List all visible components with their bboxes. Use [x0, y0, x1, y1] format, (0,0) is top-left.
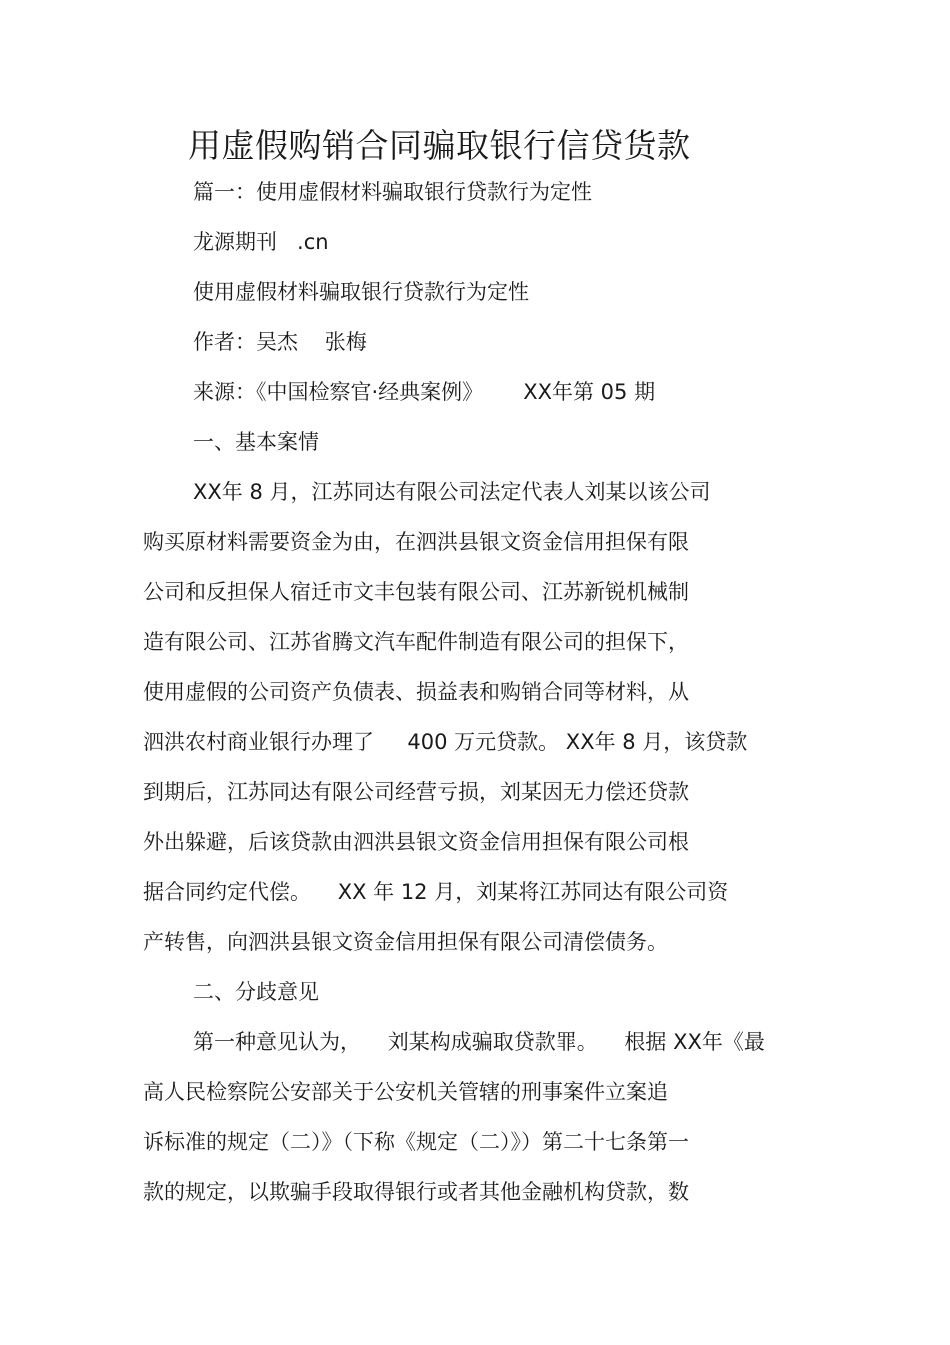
paragraph-line: 产转售，向泗洪县银文资金信用担保有限公司清偿债务。 — [143, 930, 668, 954]
paragraph-line: 诉标准的规定（二）》（下称《规定（二）》）第二十七条第一 — [143, 1130, 689, 1154]
article-title-line: 使用虚假材料骗取银行贷款行为定性 — [193, 280, 529, 304]
source-line: 来源：《中国检察官·经典案例》 XX年第 05 期 — [193, 380, 656, 404]
paragraph-line: 高人民检察院公安部关于公安机关管辖的刑事案件立案追 — [143, 1080, 668, 1104]
paragraph-line: 使用虚假的公司资产负债表、损益表和购销合同等材料，从 — [143, 680, 689, 704]
subtitle-line: 篇一：使用虚假材料骗取银行贷款行为定性 — [193, 180, 592, 204]
author-line: 作者：吴杰 张梅 — [193, 330, 367, 354]
paragraph-line: 造有限公司、江苏省腾文汽车配件制造有限公司的担保下， — [143, 630, 689, 654]
paragraph-line: 第一种意见认为， 刘某构成骗取贷款罪。 根据 XX年《最 — [193, 1030, 765, 1054]
paragraph-line: 外出躲避，后该贷款由泗洪县银文资金信用担保有限公司根 — [143, 830, 689, 854]
section-heading: 二、分歧意见 — [193, 980, 319, 1004]
section-heading: 一、基本案情 — [193, 430, 319, 454]
paragraph-line: 款的规定，以欺骗手段取得银行或者其他金融机构贷款，数 — [143, 1180, 689, 1204]
paragraph-line: 据合同约定代偿。 XX 年 12 月，刘某将江苏同达有限公司资 — [143, 880, 729, 904]
document-title: 用虚假购销合同骗取银行信贷货款 — [188, 126, 691, 165]
paragraph-line: XX年 8 月，江苏同达有限公司法定代表人刘某以该公司 — [193, 480, 711, 504]
paragraph-line: 泗洪农村商业银行办理了 400 万元贷款。 XX年 8 月，该贷款 — [143, 730, 748, 754]
paragraph-line: 到期后，江苏同达有限公司经营亏损，刘某因无力偿还贷款 — [143, 780, 689, 804]
paragraph-line: 公司和反担保人宿迁市文丰包装有限公司、江苏新锐机械制 — [143, 580, 689, 604]
source-site-line: 龙源期刊 .cn — [193, 230, 329, 254]
paragraph-line: 购买原材料需要资金为由，在泗洪县银文资金信用担保有限 — [143, 530, 689, 554]
